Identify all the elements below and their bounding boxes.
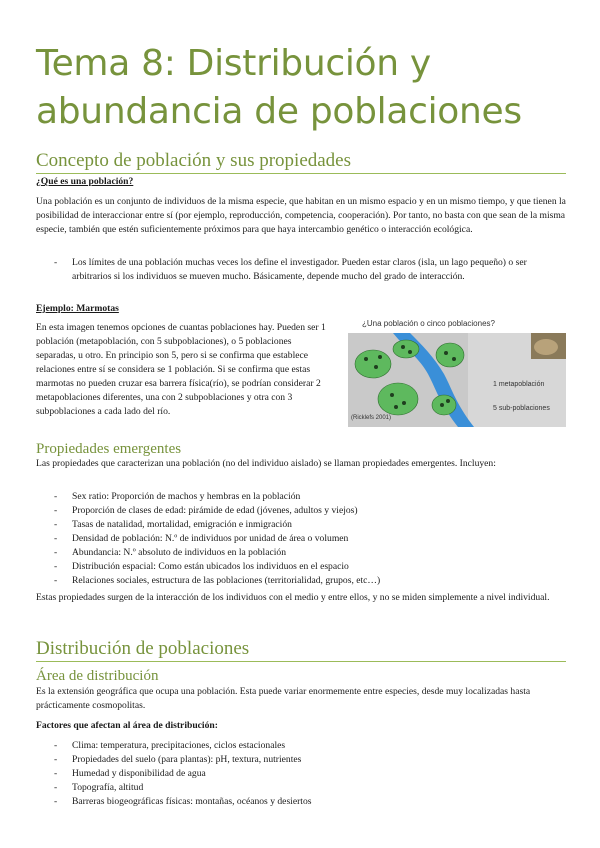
emergent-intro: Las propiedades que caracterizan una población (no del individuo aislado) se llaman propiedades emergentes. Incluyen: (36, 458, 496, 469)
list-item: - Clima: temperatura, precipitaciones, ciclos estacionales (36, 739, 566, 753)
list-item: - Humedad y disponibilidad de agua (36, 767, 566, 781)
list-item: - Propiedades del suelo (para plantas): pH, textura, nutrientes (36, 753, 566, 767)
list-item: - Tasas de natalidad, mortalidad, emigración e inmigración (36, 518, 566, 532)
section-heading-distribution: Distribución de poblaciones (36, 638, 566, 662)
list-item: - Barreras biogeográficas físicas: montañas, océanos y desiertos (36, 795, 566, 809)
list-item: - Topografía, altitud (36, 781, 566, 795)
figure-label-metapopulation: 1 metapoblación (493, 381, 545, 388)
marmot-photo-animal (534, 339, 558, 355)
list-item: - Distribución espacial: Como están ubicados los individuos en el espacio (36, 560, 566, 574)
subpopulation-3 (378, 383, 418, 415)
list-item: - Sex ratio: Proporción de machos y hembras en la población (36, 490, 566, 504)
document-title (36, 40, 566, 136)
section-heading-concept: Concepto de población y sus propiedades (36, 150, 566, 174)
list-item: - Densidad de población: N.º de individuos por unidad de área o volumen (36, 532, 566, 546)
example-heading (36, 302, 566, 316)
subpopulation-4 (436, 343, 464, 367)
figure-label-subpopulations: 5 sub-poblaciones (493, 405, 550, 412)
figure-credit: (Ricklefs 2001) (351, 415, 392, 421)
factors-heading: Factores que afectan al área de distribución: (36, 720, 218, 731)
list-item: - Relaciones sociales, estructura de las poblaciones (territorialidad, grupos, etc…) (36, 574, 566, 588)
subpopulation-1 (355, 350, 391, 378)
example-paragraph: En esta imagen tenemos opciones de cuantas poblaciones hay. Pueden ser 1 población (metapoblación, con 5 subpoblaciones), o 5 poblaciones separadas, u otro. En principio son 5, pero si se confirma que establece relaciones entre sí se considera se 1 población. Si se confirma que estas marmotas no pueden cruzar esa barrera física(río), se podrían considerar 2 metapoblaciones diferentes, una con 2 subpoblaciones y otra con 3 subpoblaciones a cada lado del río. (36, 322, 326, 417)
limits-list (36, 256, 566, 284)
example-heading-text: Ejemplo: Marmotas (36, 303, 119, 314)
figure-caption: ¿Una población o cinco poblaciones? (362, 319, 495, 328)
area-paragraph: Es la extensión geográfica que ocupa una población. Esta puede variar enormemente entre especies, desde muy localizadas hasta prácticamente cosmopolitas. (36, 686, 531, 711)
emergent-outro: Estas propiedades surgen de la interacción de los individuos con el medio y entre ellos, y no se miden simplemente a nivel individual. (36, 592, 550, 603)
question-text: ¿Qué es una población? (36, 176, 134, 187)
list-item: - Proporción de clases de edad: pirámide de edad (jóvenes, adultos y viejos) (36, 504, 566, 518)
title-line-1: Tema 8: Distribución y (36, 43, 431, 84)
title-line-2: abundancia de poblaciones (36, 91, 522, 132)
population-definition: Una población es un conjunto de individuos de la misma especie, que habitan en un mismo espacio y en un mismo tiempo, y que tienen la posibilidad de interaccionar entre sí (por ejemplo, reproducción, competencia, cooperación). Por tanto, no basta con que sean de la misma especie, también que estén suficientemente próximos para que haya intercambio genético o interacción ecológica. (36, 196, 566, 235)
list-item: - Los límites de una población muchas veces los define el investigador. Pueden estar claros (isla, un lago pequeño) o ser arbitrarios si los individuos se mueven mucho. Básicamente, depende mucho del grado de interacción. (36, 256, 566, 284)
subsection-heading-area: Área de distribución (36, 668, 159, 684)
list-item: - Abundancia: N.º absoluto de individuos en la población (36, 546, 566, 560)
marmot-figure (348, 319, 566, 427)
question-heading (36, 175, 566, 189)
emergent-properties-list (36, 490, 566, 588)
section-heading-emergent: Propiedades emergentes (36, 441, 182, 457)
factors-list (36, 739, 566, 809)
subpopulation-2 (393, 340, 419, 358)
